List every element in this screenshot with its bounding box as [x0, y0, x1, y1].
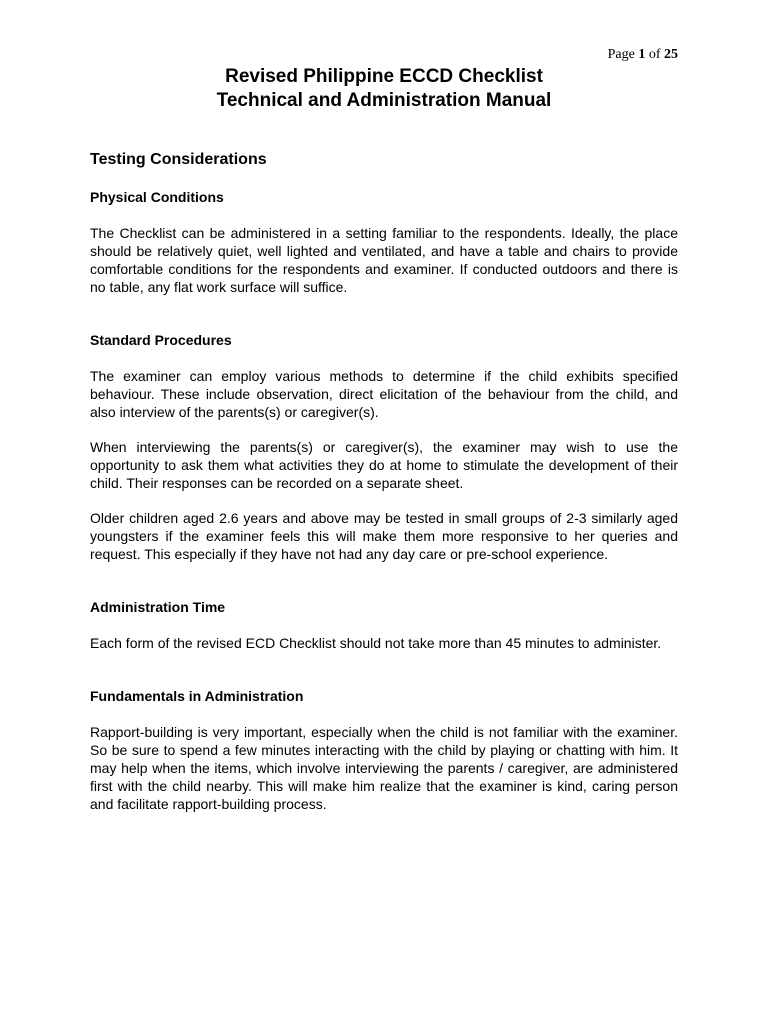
document-body — [90, 150, 678, 813]
subheading-standard-procedures: Standard Procedures — [90, 332, 232, 348]
page-total: 25 — [664, 47, 678, 62]
subheading-fundamentals-in-administration: Fundamentals in Administration — [90, 688, 304, 704]
page-current: 1 — [638, 47, 646, 62]
paragraph-standard-procedures-1: The examiner can employ various methods to determine if the child exhibits specified behaviour. These include observation, direct elicitation of the behaviour from the child, and also interview of the parents(s) or caregiver(s). — [90, 368, 678, 420]
paragraph-physical-conditions: The Checklist can be administered in a setting familiar to the respondents. Ideally, the place should be relatively quiet, well lighted and ventilated, and have a table and chairs to provide comfortable conditions for the respondents and examiner. If conducted outdoors and there is no table, any flat work surface will suffice. — [90, 225, 678, 295]
page-of: of — [648, 47, 661, 62]
section-heading-testing-considerations: Testing Considerations — [90, 151, 267, 168]
document-title-line2: Technical and Administration Manual — [216, 90, 552, 111]
subheading-physical-conditions: Physical Conditions — [90, 189, 224, 205]
page-number — [608, 46, 678, 64]
document-title-line1: Revised Philippine ECCD Checklist — [225, 66, 543, 87]
page-label: Page — [607, 47, 635, 62]
paragraph-fundamentals: Rapport-building is very important, especially when the child is not familiar with the examiner. So be sure to spend a few minutes interacting with the child by playing or chatting with him. It may help when the items, which involve interviewing the parents / caregiver, are administered first with the child nearby. This will make him realize that the examiner is kind, caring person and facilitate rapport-building process. — [90, 724, 678, 812]
paragraph-standard-procedures-2: When interviewing the parents(s) or caregiver(s), the examiner may wish to use the opportunity to ask them what activities they do at home to stimulate the development of their child. Their responses can be recorded on a separate sheet. — [90, 439, 678, 491]
paragraph-standard-procedures-3: Older children aged 2.6 years and above may be tested in small groups of 2-3 similarly aged youngsters if the examiner feels this will make them more responsive to her queries and request. This especially if they have not had any day care or pre-school experience. — [90, 510, 678, 562]
paragraph-administration-time: Each form of the revised ECD Checklist should not take more than 45 minutes to administer. — [90, 635, 662, 651]
subheading-administration-time: Administration Time — [90, 599, 226, 615]
